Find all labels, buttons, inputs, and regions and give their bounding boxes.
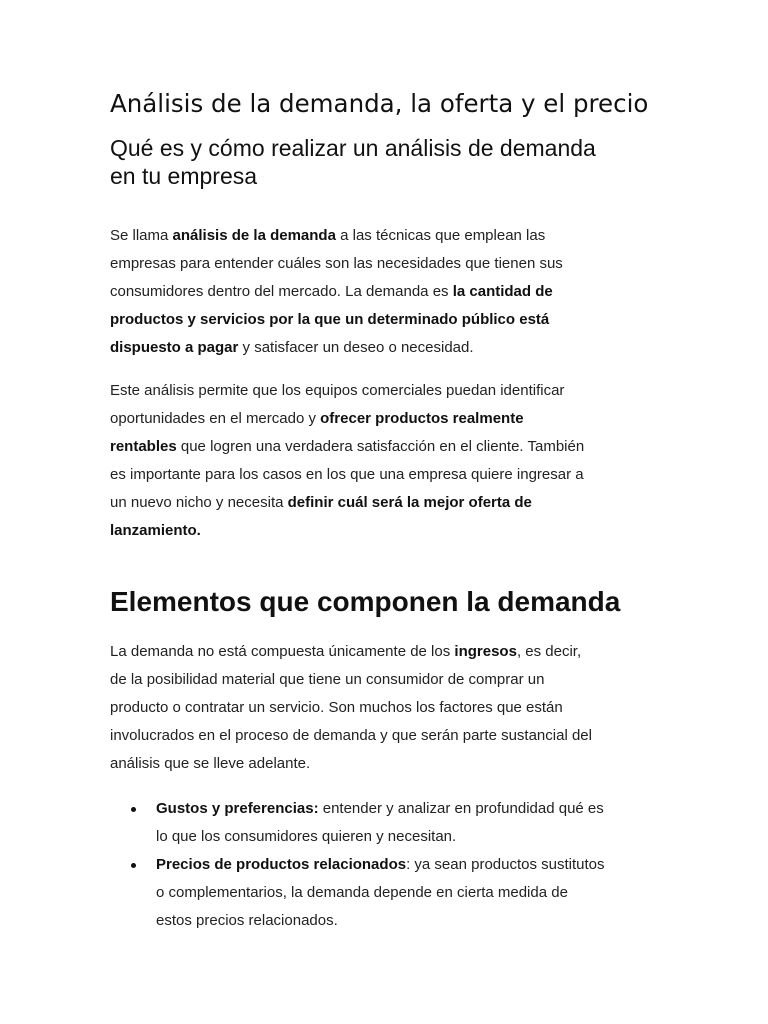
text-line: análisis que se lleve adelante.	[110, 755, 311, 772]
text-line: empresas para entender cuáles son las necesidades que tienen sus	[110, 255, 563, 272]
bullet-list	[110, 795, 670, 935]
text-run: , es decir,	[516, 643, 582, 660]
text-line	[110, 405, 584, 433]
bold-text: ingresos	[454, 643, 517, 660]
list-item	[110, 795, 670, 851]
text-line: producto o contratar un servicio. Son muchos los factores que están	[110, 699, 563, 716]
bold-text: definir cuál será la mejor oferta de	[287, 494, 532, 511]
document-subtitle	[110, 134, 690, 190]
bold-text: dispuesto a pagar	[110, 339, 239, 356]
text-line: de la posibilidad material que tiene un consumidor de comprar un	[110, 671, 545, 688]
bold-text: análisis de la demanda	[172, 227, 336, 244]
bold-text: la cantidad de	[452, 283, 553, 300]
text-run: y satisfacer un deseo o necesidad.	[238, 339, 474, 356]
bold-text: ofrecer productos realmente	[320, 410, 524, 427]
text-line: o complementarios, la demanda depende en cierta medida de	[156, 884, 568, 901]
text-line	[110, 334, 563, 362]
bold-text: productos y servicios por la que un determinado público está	[110, 311, 550, 328]
text-run: Se llama	[110, 227, 173, 244]
paragraph-analysis-benefits	[110, 377, 584, 545]
text-run: entender y analizar en profundidad qué es	[318, 800, 604, 817]
text-run: : ya sean productos sustitutos	[406, 856, 605, 873]
text-line	[110, 222, 563, 250]
text-line	[110, 433, 584, 461]
text-run: a las técnicas que emplean las	[335, 227, 546, 244]
text-line: Este análisis permite que los equipos comerciales puedan identificar	[110, 382, 565, 399]
bold-text: rentables	[110, 438, 177, 455]
text-line	[110, 489, 584, 517]
text-line	[110, 278, 563, 306]
subtitle-line: Qué es y cómo realizar un análisis de demanda	[110, 135, 596, 161]
text-run: La demanda no está compuesta únicamente de los	[110, 643, 455, 660]
bold-text: Precios de productos relacionados	[156, 856, 407, 873]
bullet-icon	[131, 863, 136, 868]
text-line: es importante para los casos en los que una empresa quiere ingresar a	[110, 466, 584, 483]
text-line: estos precios relacionados.	[156, 912, 338, 929]
document-title: Análisis de la demanda, la oferta y el precio	[110, 89, 649, 118]
bold-text: lanzamiento.	[110, 522, 201, 539]
text-run: un nuevo nicho y necesita	[110, 494, 288, 511]
bullet-icon	[131, 807, 136, 812]
section-heading: Elementos que componen la demanda	[110, 586, 621, 617]
text-run: consumidores dentro del mercado. La demanda es	[110, 283, 453, 300]
text-run: oportunidades en el mercado y	[110, 410, 321, 427]
list-item	[110, 851, 670, 935]
text-line: lo que los consumidores quieren y necesitan.	[156, 828, 457, 845]
text-line	[110, 306, 563, 334]
text-line	[110, 638, 592, 666]
subtitle-line: en tu empresa	[110, 163, 258, 189]
text-run: que logren una verdadera satisfacción en el cliente. También	[176, 438, 585, 455]
text-line	[110, 517, 584, 545]
paragraph-analysis-definition	[110, 222, 563, 362]
text-line	[156, 795, 670, 823]
text-line	[156, 851, 670, 879]
text-line: involucrados en el proceso de demanda y que serán parte sustancial del	[110, 727, 592, 744]
bold-text: Gustos y preferencias:	[156, 800, 319, 817]
paragraph-demand-elements	[110, 638, 592, 778]
